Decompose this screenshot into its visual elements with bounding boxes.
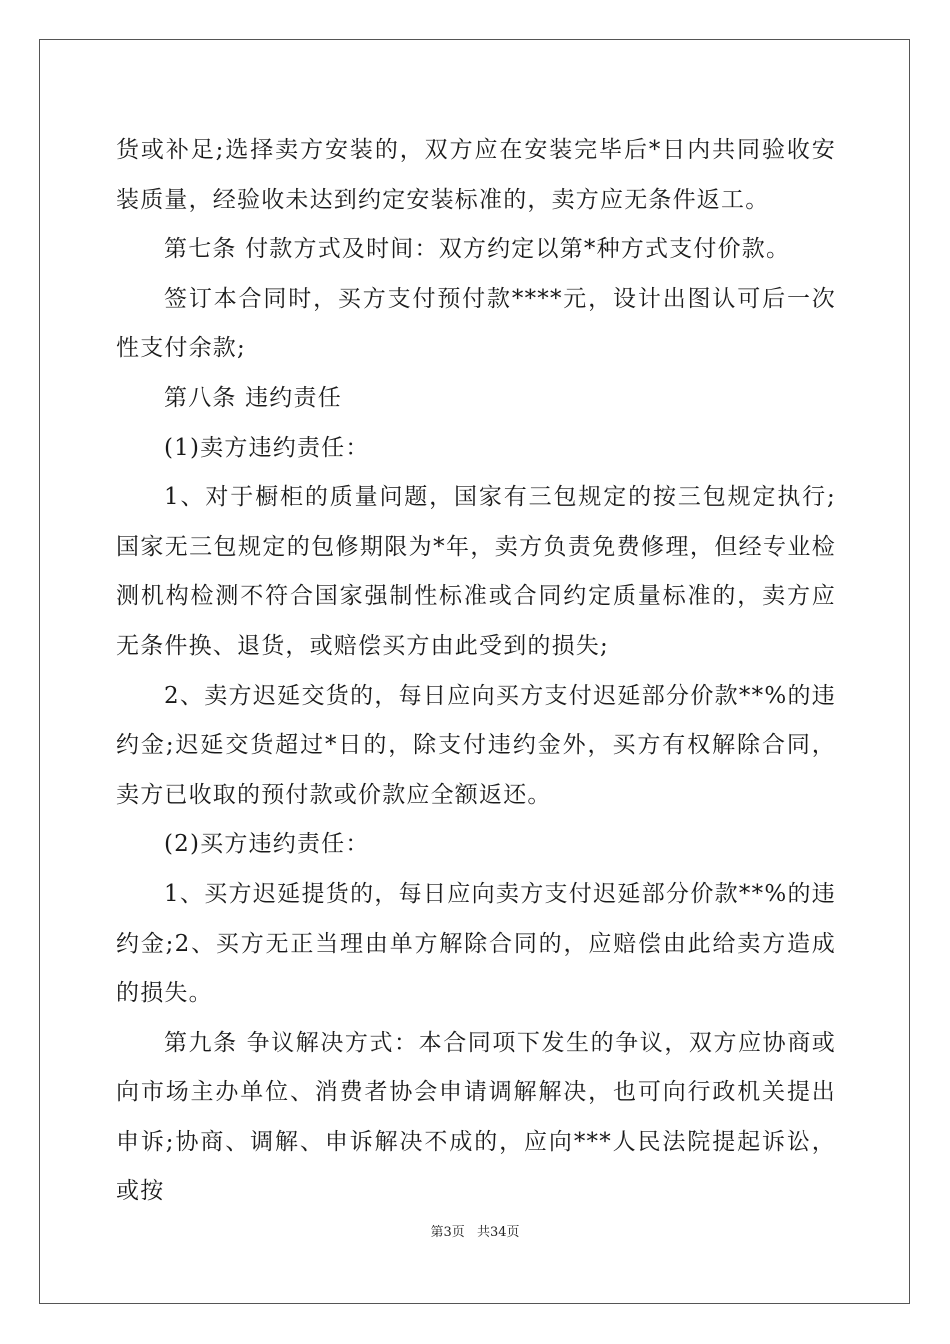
- paragraph-seller-liability-1: 1、对于橱柜的质量问题，国家有三包规定的按三包规定执行;国家无三包规定的包修期限为*年，卖方负责免费修理，但经专业检测机构检测不符合国家强制性标准或合同约定质量标准的，卖方应无条件换、退货，或赔偿买方由此受到的损失;: [116, 484, 836, 659]
- document-body: [116, 126, 836, 1217]
- paragraph-article-7: 第七条 付款方式及时间：双方约定以第*种方式支付价款。: [164, 236, 791, 263]
- paragraph-continued: 货或补足;选择卖方安装的，双方应在安装完毕后*日内共同验收安装质量，经验收未达到约定安装标准的，卖方应无条件返工。: [116, 137, 836, 213]
- paragraph-payment: 签订本合同时，买方支付预付款****元，设计出图认可后一次性支付余款;: [116, 285, 836, 362]
- paragraph-seller-liability-2: 2、卖方迟延交货的，每日应向买方支付迟延部分价款**%的违约金;迟延交货超过*日的，除支付违约金外，买方有权解除合同，卖方已收取的预付款或价款应全额返还。: [116, 682, 836, 808]
- paragraph-seller-liability-heading: (1)卖方违约责任：: [164, 434, 370, 461]
- page-footer: [0, 1221, 950, 1240]
- paragraph-buyer-liability-heading: (2)买方违约责任：: [164, 831, 370, 858]
- current-page-number: 第3页: [430, 1225, 465, 1240]
- paragraph-article-8-heading: 第八条 违约责任: [164, 384, 342, 411]
- paragraph-article-9: 第九条 争议解决方式：本合同项下发生的争议，双方应协商或向市场主办单位、消费者协会申请调解解决，也可向行政机关提出申诉;协商、调解、申诉解决不成的，应向***人民法院提起诉讼，或按: [116, 1029, 836, 1205]
- total-page-count: 共34页: [476, 1225, 520, 1240]
- paragraph-buyer-liability-1: 1、买方迟延提货的，每日应向卖方支付迟延部分价款**%的违约金;2、买方无正当理由单方解除合同的，应赔偿由此给卖方造成的损失。: [116, 880, 836, 1007]
